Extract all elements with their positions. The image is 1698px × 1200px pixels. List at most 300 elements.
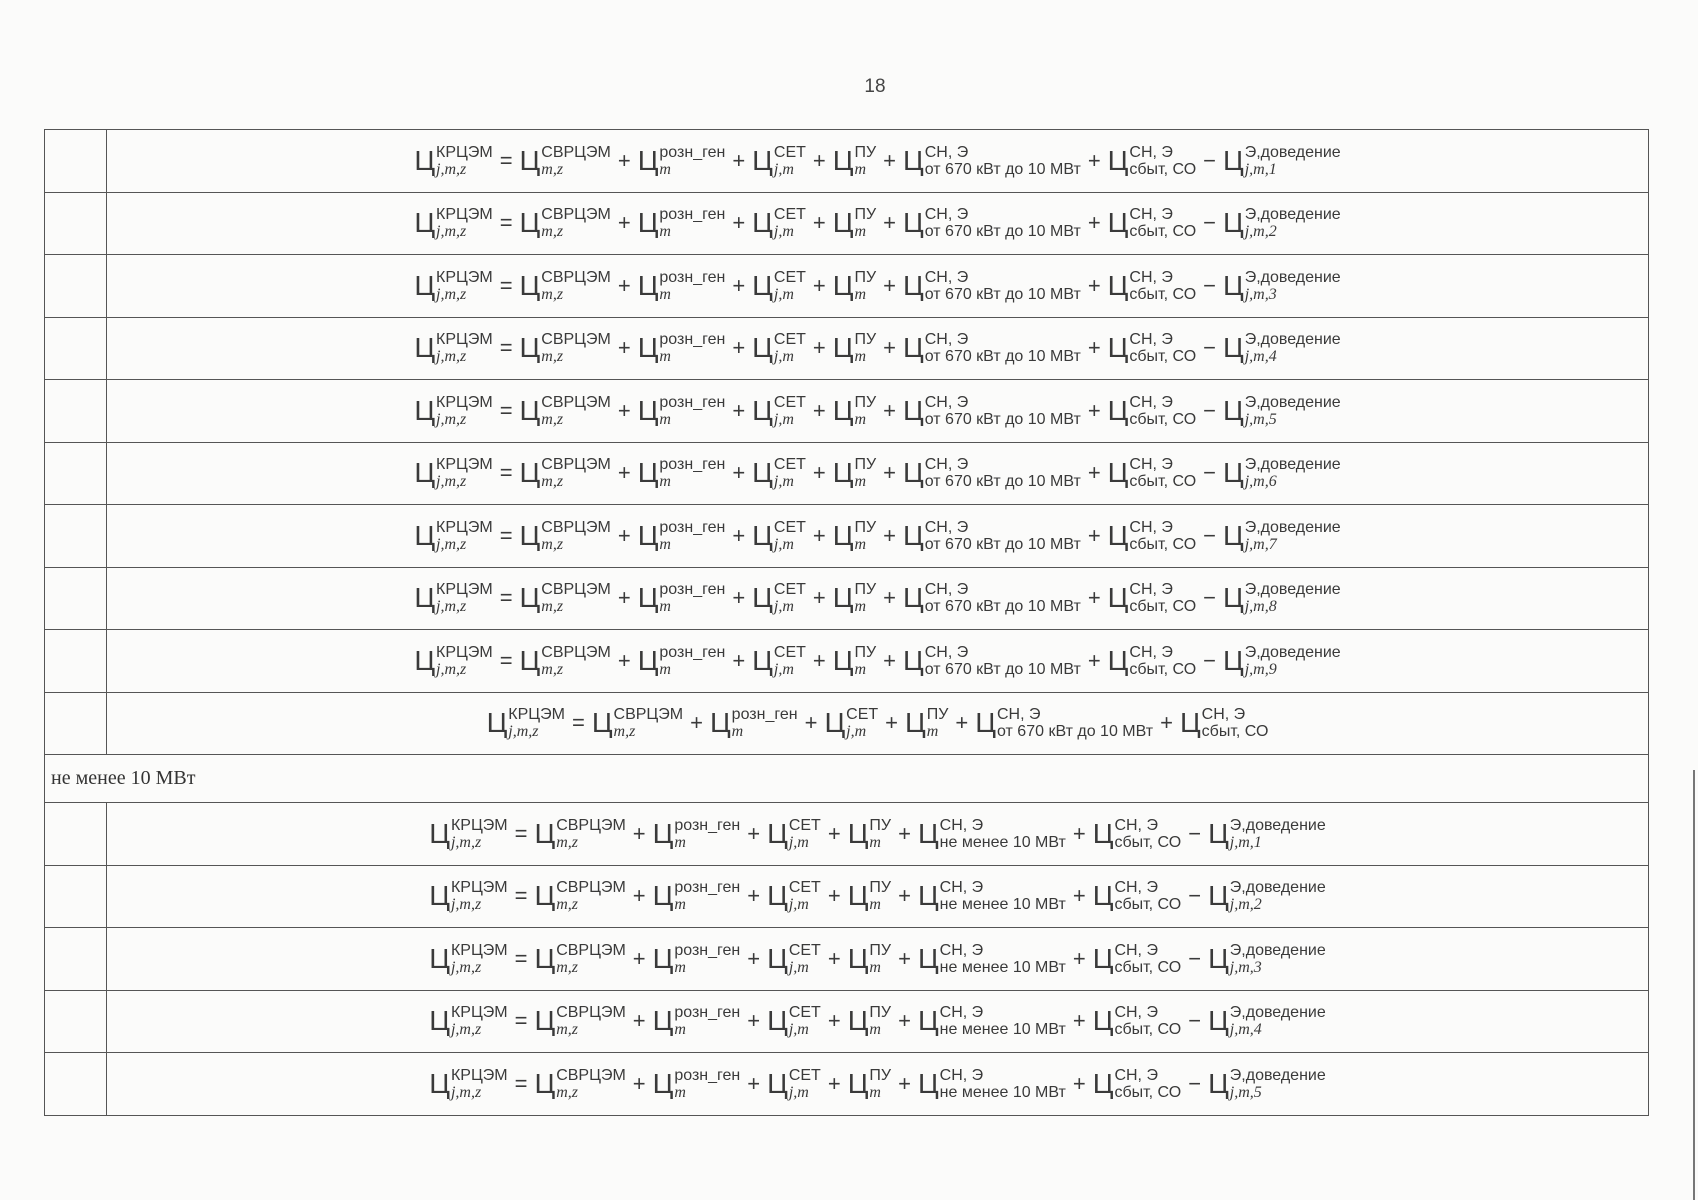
- price-symbol: Ц: [414, 144, 436, 176]
- term-scripts: [556, 879, 626, 913]
- term-superscript: СН, Э: [1114, 816, 1158, 834]
- term-scripts: [1230, 1004, 1326, 1038]
- term-superscript: КРЦЭМ: [436, 143, 493, 161]
- price-formula: [412, 644, 1342, 678]
- plus-sign: +: [732, 647, 746, 673]
- term-subscript: m: [869, 1083, 881, 1101]
- price-symbol: Ц: [1092, 880, 1114, 912]
- term-superscript: розн_ген: [659, 581, 726, 599]
- price-formula: [412, 394, 1342, 428]
- term-subscript: m,z: [556, 958, 578, 976]
- price-symbol: Ц: [1107, 332, 1129, 364]
- term-set: [752, 206, 806, 240]
- term-superscript: СН, Э: [939, 1004, 984, 1022]
- term-subscript: j,m,z: [436, 473, 467, 491]
- term-set: [752, 581, 806, 615]
- term-svrcem: [520, 394, 611, 428]
- term-scripts: [940, 942, 1066, 976]
- term-subscript: m: [674, 1021, 686, 1039]
- term-svrcem: [520, 456, 611, 490]
- term-subscript: m,z: [556, 1083, 578, 1101]
- term-subscript: сбыт, СО: [1129, 285, 1197, 303]
- term-rozn-gen: [638, 331, 726, 365]
- term-subscript: сбыт, СО: [1129, 223, 1197, 241]
- term-superscript: КРЦЭМ: [436, 331, 493, 349]
- term-subscript: m: [674, 958, 686, 976]
- term-superscript: розн_ген: [674, 879, 741, 897]
- plus-sign: +: [1087, 272, 1101, 298]
- term-subscript: m,z: [541, 660, 564, 678]
- term-subscript: сбыт, СО: [1129, 160, 1197, 178]
- term-subscript: m: [659, 223, 671, 241]
- plus-sign: +: [1072, 820, 1086, 846]
- term-subscript: m: [659, 598, 671, 616]
- formula-cell: [107, 380, 1649, 443]
- term-scripts: [659, 644, 725, 678]
- price-formula: [412, 206, 1342, 240]
- plus-sign: +: [1087, 460, 1101, 486]
- term-set: [767, 879, 821, 913]
- price-symbol: Ц: [832, 394, 854, 426]
- term-superscript: Э,доведение: [1229, 941, 1326, 959]
- term-rozn-gen: [653, 1067, 741, 1101]
- plus-sign: +: [690, 710, 703, 736]
- term-superscript: СВРЦЭМ: [541, 268, 611, 286]
- term-subscript: m: [854, 160, 867, 178]
- term-subscript: j,m,9: [1244, 660, 1277, 678]
- term-superscript: СН, Э: [939, 816, 984, 834]
- plus-sign: +: [617, 522, 631, 548]
- term-sbyt-co: [1108, 144, 1196, 178]
- term-scripts: [854, 394, 876, 428]
- term-subscript: m,z: [541, 535, 564, 553]
- term-scripts: [774, 456, 806, 490]
- term-superscript: розн_ген: [659, 393, 726, 411]
- term-subscript: m: [659, 410, 671, 428]
- plus-sign: +: [827, 945, 841, 971]
- term-scripts: [1230, 817, 1326, 851]
- plus-sign: +: [827, 820, 841, 846]
- term-rozn-gen: [638, 394, 726, 428]
- formula-cell: [107, 192, 1649, 255]
- price-symbol: Ц: [519, 457, 541, 489]
- term-subscript: m: [674, 1083, 686, 1101]
- term-superscript: СЕТ: [773, 268, 806, 286]
- price-symbol: Ц: [903, 332, 924, 364]
- price-symbol: Ц: [1092, 942, 1114, 974]
- term-scripts: [659, 394, 725, 428]
- term-subscript: сбыт, СО: [1114, 1083, 1182, 1101]
- term-scripts: [436, 456, 493, 490]
- price-symbol: Ц: [1107, 457, 1129, 489]
- minus-sign: −: [1203, 647, 1217, 673]
- term-scripts: [789, 879, 821, 913]
- term-dovedenie: [1208, 942, 1326, 976]
- term-rozn-gen: [653, 817, 741, 851]
- term-scripts: [541, 331, 611, 365]
- term-sn-range: [903, 581, 1081, 615]
- term-scripts: [869, 1067, 891, 1101]
- price-symbol: Ц: [767, 817, 788, 849]
- term-scripts: [1129, 331, 1196, 365]
- term-set: [752, 456, 806, 490]
- price-symbol: Ц: [414, 644, 436, 676]
- term-subscript: j,m,2: [1229, 896, 1262, 914]
- formula-cell: [107, 865, 1649, 928]
- plus-sign: +: [747, 883, 761, 909]
- term-superscript: КРЦЭМ: [508, 706, 565, 724]
- term-superscript: КРЦЭМ: [450, 1066, 508, 1084]
- price-symbol: Ц: [752, 582, 773, 614]
- term-subscript: j,m,z: [436, 410, 467, 428]
- price-symbol: Ц: [752, 332, 773, 364]
- term-set: [752, 394, 806, 428]
- term-subscript: от 670 кВт до 10 МВт: [924, 160, 1081, 178]
- term-svrcem: [534, 1067, 625, 1101]
- term-sn-range: [903, 394, 1081, 428]
- term-sn-range: [903, 644, 1081, 678]
- term-subscript: m,z: [556, 896, 578, 914]
- term-subscript: от 670 кВт до 10 МВт: [924, 473, 1081, 491]
- term-subscript: сбыт, СО: [1129, 598, 1197, 616]
- term-dovedenie: [1208, 879, 1326, 913]
- price-symbol: Ц: [486, 707, 508, 739]
- price-symbol: Ц: [917, 817, 939, 849]
- plus-sign: +: [617, 397, 631, 423]
- term-scripts: [436, 269, 493, 303]
- term-rozn-gen: [638, 144, 726, 178]
- term-subscript: m: [659, 348, 671, 366]
- price-symbol: Ц: [429, 817, 450, 849]
- term-scripts: [789, 817, 821, 851]
- term-scripts: [1129, 644, 1196, 678]
- term-subscript: не менее 10 МВт: [939, 833, 1066, 851]
- formula-cell: [107, 317, 1649, 380]
- price-symbol: Ц: [1107, 394, 1129, 426]
- term-subscript: j,m,4: [1244, 348, 1277, 366]
- price-symbol: Ц: [767, 1005, 788, 1037]
- term-superscript: СН, Э: [996, 706, 1041, 724]
- term-superscript: СН, Э: [1129, 518, 1173, 536]
- term-scripts: [789, 942, 821, 976]
- term-subscript: m,z: [541, 348, 564, 366]
- price-symbol: Ц: [652, 1005, 674, 1037]
- term-superscript: СН, Э: [1129, 268, 1173, 286]
- plus-sign: +: [827, 1008, 841, 1034]
- term-superscript: СВРЦЭМ: [541, 643, 611, 661]
- term-scripts: [925, 394, 1081, 428]
- term-superscript: розн_ген: [674, 941, 741, 959]
- term-scripts: [659, 331, 725, 365]
- empty-cell: [45, 567, 107, 630]
- term-subscript: j,m: [788, 1021, 809, 1039]
- plus-sign: +: [1072, 883, 1086, 909]
- term-superscript: СВРЦЭМ: [556, 1004, 626, 1022]
- term-scripts: [1245, 456, 1341, 490]
- price-symbol: Ц: [534, 817, 556, 849]
- plus-sign: +: [883, 210, 896, 236]
- term-superscript: розн_ген: [659, 456, 726, 474]
- term-subscript: j,m: [788, 896, 809, 914]
- price-symbol: Ц: [1092, 817, 1114, 849]
- term-superscript: СЕТ: [773, 331, 806, 349]
- term-subscript: m,z: [613, 723, 636, 741]
- plus-sign: +: [747, 820, 761, 846]
- term-scripts: [774, 644, 806, 678]
- empty-cell: [45, 255, 107, 318]
- equals-sign: =: [499, 210, 513, 236]
- price-symbol: Ц: [519, 394, 541, 426]
- equals-sign: =: [514, 883, 528, 909]
- term-superscript: Э,доведение: [1244, 268, 1341, 286]
- plus-sign: +: [883, 335, 896, 361]
- price-symbol: Ц: [767, 880, 788, 912]
- term-scripts: [541, 456, 611, 490]
- price-symbol: Ц: [652, 1067, 674, 1099]
- price-symbol: Ц: [752, 269, 773, 301]
- term-rozn-gen: [653, 1004, 741, 1038]
- price-symbol: Ц: [832, 519, 854, 551]
- term-superscript: СЕТ: [773, 581, 806, 599]
- price-formula: [412, 519, 1342, 553]
- term-superscript: СН, Э: [1129, 206, 1173, 224]
- price-symbol: Ц: [903, 144, 924, 176]
- equals-sign: =: [499, 272, 513, 298]
- term-subscript: m: [854, 285, 867, 303]
- term-superscript: ПУ: [869, 1066, 892, 1084]
- term-superscript: Э,доведение: [1229, 816, 1326, 834]
- formula-cell: [107, 630, 1649, 693]
- plus-sign: +: [732, 397, 746, 423]
- term-scripts: [436, 394, 493, 428]
- term-superscript: розн_ген: [731, 706, 798, 724]
- price-symbol: Ц: [1208, 942, 1229, 974]
- price-symbol: Ц: [1179, 707, 1201, 739]
- term-scripts: [869, 879, 891, 913]
- term-scripts: [925, 144, 1081, 178]
- term-svrcem: [520, 144, 611, 178]
- term-subscript: m: [854, 473, 867, 491]
- term-dovedenie: [1208, 1067, 1326, 1101]
- term-scripts: [774, 331, 806, 365]
- term-subscript: j,m,z: [436, 348, 467, 366]
- term-superscript: СЕТ: [773, 393, 806, 411]
- term-subscript: j,m,z: [436, 285, 467, 303]
- minus-sign: −: [1203, 397, 1217, 423]
- price-formula: [485, 706, 1271, 740]
- term-subscript: j,m,z: [436, 223, 467, 241]
- price-symbol: Ц: [1223, 269, 1244, 301]
- term-subscript: j,m: [773, 473, 794, 491]
- plus-sign: +: [617, 272, 631, 298]
- plus-sign: +: [1087, 522, 1101, 548]
- term-superscript: КРЦЭМ: [450, 816, 508, 834]
- equals-sign: =: [499, 397, 513, 423]
- term-set: [824, 706, 878, 740]
- term-subscript: j,m: [788, 1083, 809, 1101]
- term-superscript: СЕТ: [788, 816, 821, 834]
- term-subscript: j,m,6: [1244, 473, 1277, 491]
- term-subscript: j,m: [773, 410, 794, 428]
- term-sbyt-co: [1093, 879, 1181, 913]
- price-symbol: Ц: [1223, 644, 1244, 676]
- term-krcem: [414, 581, 492, 615]
- term-superscript: розн_ген: [659, 643, 726, 661]
- plus-sign: +: [1087, 647, 1101, 673]
- price-symbol: Ц: [832, 269, 854, 301]
- term-subscript: j,m,7: [1244, 535, 1277, 553]
- price-symbol: Ц: [1223, 207, 1244, 239]
- formula-cell: [107, 255, 1649, 318]
- price-symbol: Ц: [1208, 880, 1229, 912]
- term-subscript: сбыт, СО: [1129, 410, 1197, 428]
- term-krcem: [414, 206, 492, 240]
- price-symbol: Ц: [847, 942, 869, 974]
- term-subscript: j,m: [773, 348, 794, 366]
- term-scripts: [436, 581, 493, 615]
- term-superscript: Э,доведение: [1244, 581, 1341, 599]
- term-scripts: [436, 206, 493, 240]
- term-krcem: [429, 1004, 507, 1038]
- term-pu: [833, 331, 876, 365]
- term-scripts: [925, 644, 1081, 678]
- term-krcem: [429, 817, 507, 851]
- price-symbol: Ц: [637, 582, 659, 614]
- price-symbol: Ц: [534, 1067, 556, 1099]
- plus-sign: +: [885, 710, 899, 736]
- plus-sign: +: [732, 585, 746, 611]
- term-subscript: m,z: [541, 223, 564, 241]
- term-subscript: m: [926, 723, 939, 741]
- term-rozn-gen: [653, 879, 741, 913]
- table-row: [45, 692, 1649, 755]
- term-pu: [833, 144, 876, 178]
- term-subscript: j,m: [773, 598, 794, 616]
- term-subscript: m: [869, 1021, 881, 1039]
- term-superscript: СН, Э: [939, 879, 984, 897]
- term-scripts: [541, 144, 611, 178]
- term-svrcem: [520, 519, 611, 553]
- price-symbol: Ц: [917, 942, 939, 974]
- term-superscript: розн_ген: [659, 268, 726, 286]
- term-subscript: от 670 кВт до 10 МВт: [924, 535, 1081, 553]
- term-subscript: j,m: [773, 535, 794, 553]
- term-superscript: ПУ: [854, 268, 877, 286]
- term-krcem: [414, 269, 492, 303]
- term-superscript: КРЦЭМ: [450, 879, 508, 897]
- price-symbol: Ц: [752, 144, 773, 176]
- term-dovedenie: [1223, 581, 1341, 615]
- term-subscript: j,m,z: [508, 723, 539, 741]
- term-sbyt-co: [1093, 817, 1181, 851]
- price-symbol: Ц: [903, 457, 924, 489]
- price-symbol: Ц: [414, 457, 436, 489]
- term-sn-range: [918, 1067, 1066, 1101]
- price-symbol: Ц: [767, 942, 788, 974]
- price-symbol: Ц: [1223, 332, 1244, 364]
- term-superscript: розн_ген: [674, 1066, 741, 1084]
- term-scripts: [854, 331, 876, 365]
- term-scripts: [1230, 1067, 1326, 1101]
- term-svrcem: [534, 817, 625, 851]
- price-symbol: Ц: [847, 1005, 869, 1037]
- term-rozn-gen: [653, 942, 741, 976]
- table-row: [45, 990, 1649, 1053]
- term-pu: [833, 581, 876, 615]
- term-scripts: [1129, 394, 1196, 428]
- term-rozn-gen: [638, 269, 726, 303]
- term-set: [752, 144, 806, 178]
- term-scripts: [1230, 942, 1326, 976]
- term-sbyt-co: [1108, 269, 1196, 303]
- term-superscript: розн_ген: [659, 331, 726, 349]
- term-subscript: m,z: [556, 833, 578, 851]
- term-subscript: j,m,1: [1244, 160, 1277, 178]
- plus-sign: +: [1087, 397, 1101, 423]
- term-superscript: СВРЦЭМ: [541, 143, 611, 161]
- term-superscript: КРЦЭМ: [436, 393, 493, 411]
- term-krcem: [429, 879, 507, 913]
- price-symbol: Ц: [1107, 519, 1129, 551]
- term-subscript: сбыт, СО: [1129, 660, 1197, 678]
- term-superscript: ПУ: [854, 206, 877, 224]
- price-symbol: Ц: [1208, 1005, 1229, 1037]
- term-subscript: m,z: [541, 598, 564, 616]
- term-krcem: [429, 942, 507, 976]
- plus-sign: +: [617, 647, 631, 673]
- term-superscript: СН, Э: [1114, 879, 1158, 897]
- plus-sign: +: [732, 522, 746, 548]
- term-svrcem: [592, 706, 683, 740]
- plus-sign: +: [632, 945, 646, 971]
- plus-sign: +: [898, 1070, 911, 1096]
- term-superscript: СН, Э: [924, 206, 969, 224]
- plus-sign: +: [732, 210, 746, 236]
- price-symbol: Ц: [847, 1067, 869, 1099]
- term-set: [752, 644, 806, 678]
- term-superscript: ПУ: [854, 393, 877, 411]
- term-pu: [833, 206, 876, 240]
- term-scripts: [1129, 144, 1196, 178]
- price-symbol: Ц: [429, 1067, 450, 1099]
- term-superscript: ПУ: [869, 816, 892, 834]
- term-sn-range: [903, 269, 1081, 303]
- term-sn-range: [903, 206, 1081, 240]
- minus-sign: −: [1188, 1008, 1202, 1034]
- term-scripts: [674, 879, 740, 913]
- term-scripts: [451, 1067, 508, 1101]
- term-dovedenie: [1223, 206, 1341, 240]
- page-number: 18: [864, 76, 886, 97]
- term-scripts: [774, 519, 806, 553]
- term-subscript: j,m,z: [450, 958, 482, 976]
- term-subscript: j,m: [773, 160, 794, 178]
- term-scripts: [1114, 942, 1181, 976]
- term-superscript: СН, Э: [924, 581, 969, 599]
- term-subscript: сбыт, СО: [1114, 1021, 1182, 1039]
- term-superscript: ПУ: [854, 456, 877, 474]
- term-krcem: [414, 644, 492, 678]
- term-superscript: КРЦЭМ: [436, 581, 493, 599]
- term-scripts: [556, 1067, 626, 1101]
- term-superscript: ПУ: [854, 143, 877, 161]
- term-scripts: [556, 817, 626, 851]
- term-superscript: СН, Э: [1129, 143, 1173, 161]
- table-row: [45, 380, 1649, 443]
- term-superscript: Э,доведение: [1244, 518, 1341, 536]
- term-subscript: m: [854, 223, 867, 241]
- term-scripts: [774, 394, 806, 428]
